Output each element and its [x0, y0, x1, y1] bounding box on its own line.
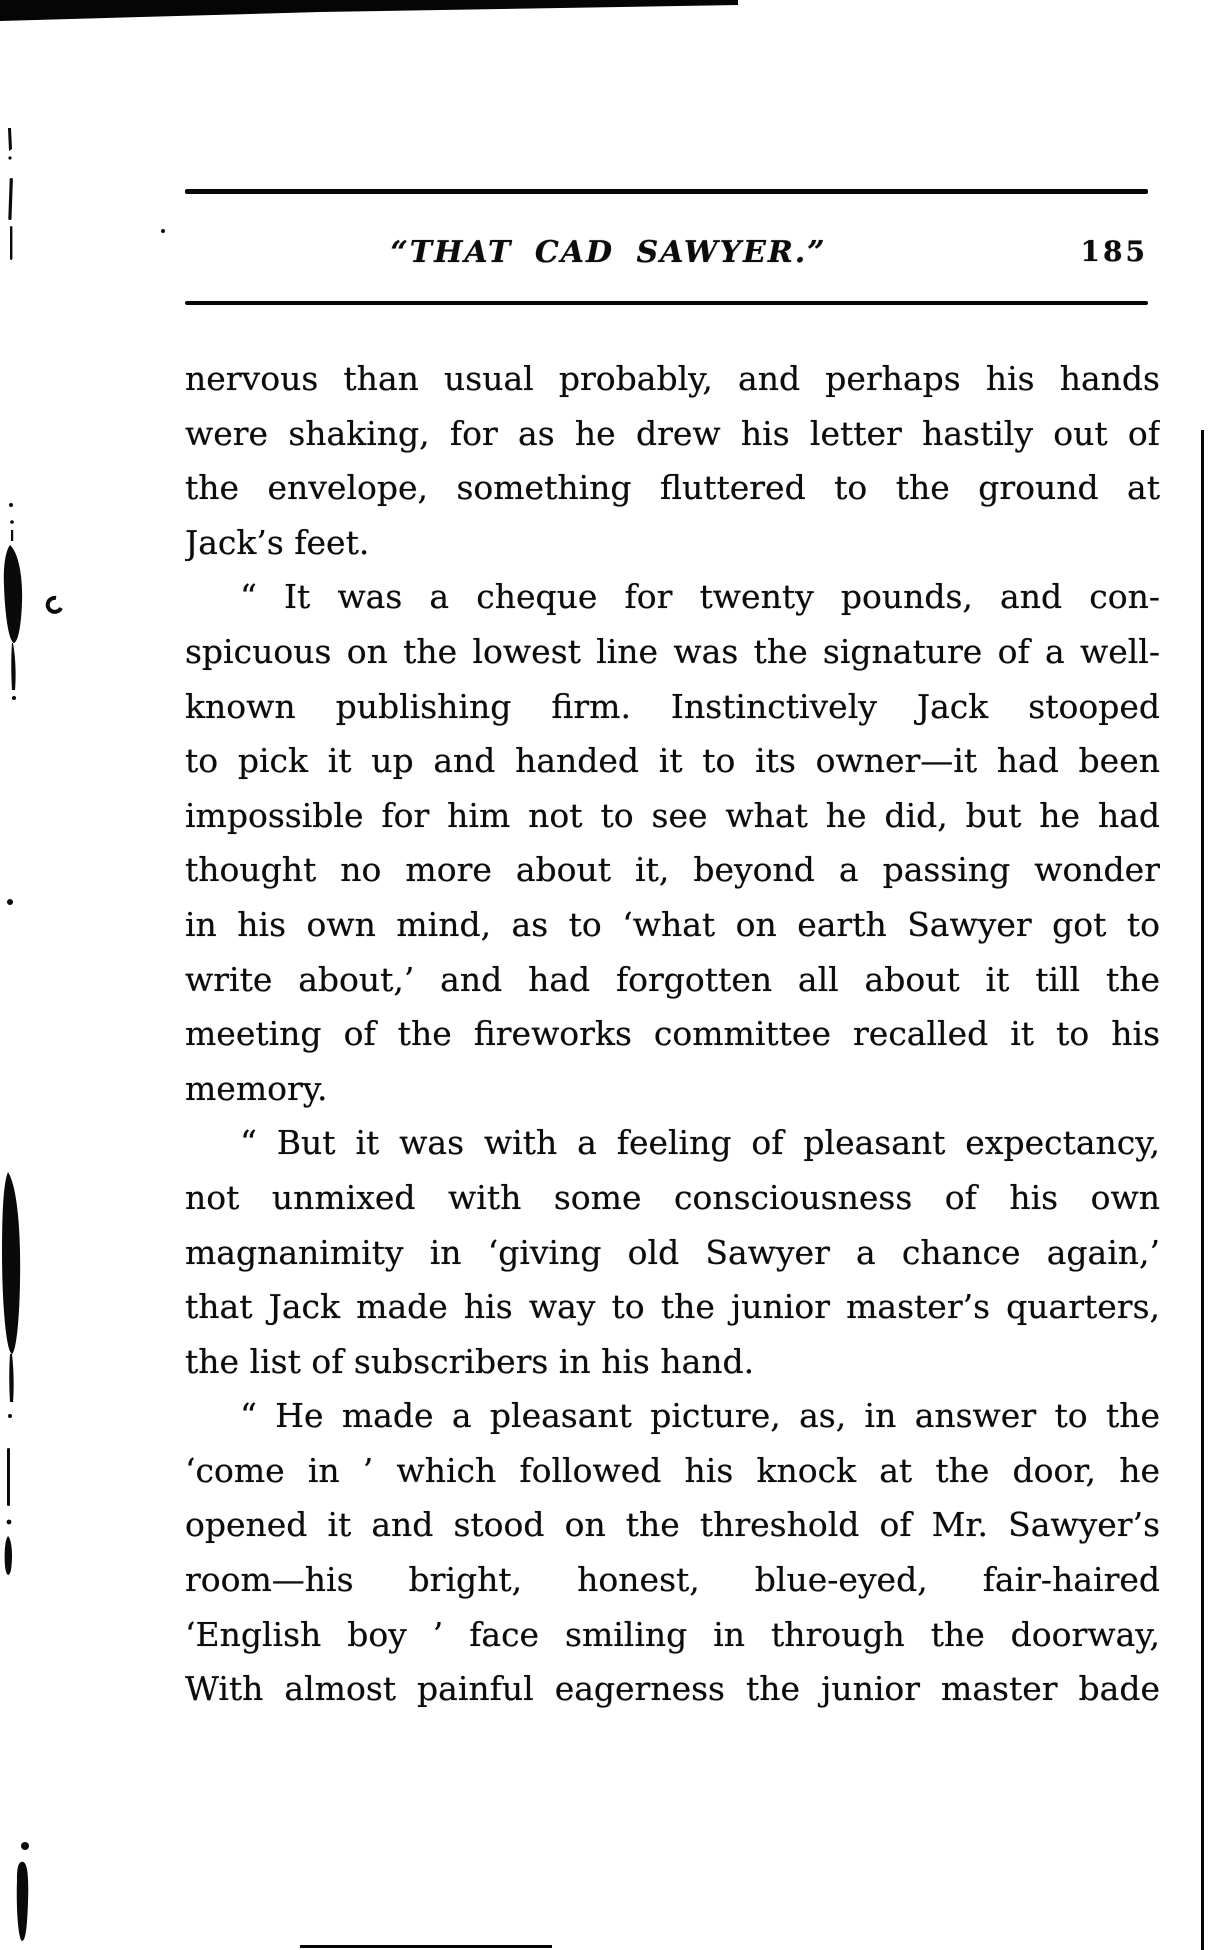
ink-dot-icon	[7, 1520, 12, 1525]
scan-top-edge-shadow	[0, 0, 738, 21]
text-line: to pick it up and handed it to its owner—it had been	[185, 741, 1160, 781]
text-line: in his own mind, as to ‘what on earth Sawyer got to	[185, 904, 1160, 944]
ink-dot-icon	[12, 696, 16, 700]
header-rule-bottom	[185, 301, 1148, 305]
ink-blot-icon	[5, 1536, 12, 1575]
ink-curl-icon	[48, 598, 61, 612]
ink-dot-icon	[8, 1414, 12, 1418]
ink-dot-icon	[8, 156, 11, 159]
text-line: the list of subscribers in his hand.	[185, 1341, 755, 1381]
text-line: ‘come in ’ which followed his knock at the door, he	[185, 1450, 1160, 1490]
body-text	[185, 352, 1160, 1717]
scan-right-edge-line	[1201, 430, 1204, 1950]
ink-stroke-icon	[10, 226, 12, 260]
ink-dot-icon	[21, 1842, 29, 1850]
text-line: impossible for him not to see what he did, but he had	[185, 795, 1160, 835]
header-rule-top	[185, 189, 1148, 194]
ink-stroke-icon	[8, 128, 12, 151]
scan-bottom-edge-line	[300, 1945, 552, 1948]
text-line: “ But it was with a feeling of pleasant expectancy,	[240, 1123, 1160, 1163]
text-line: opened it and stood on the threshold of Mr. Sawyer’s	[185, 1505, 1160, 1545]
running-header	[185, 231, 1148, 273]
text-line: not unmixed with some consciousness of his own	[185, 1177, 1160, 1217]
text-line: were shaking, for as he drew his letter hastily out of	[185, 413, 1160, 453]
text-line: Jack’s feet.	[185, 522, 370, 562]
text-line: nervous than usual probably, and perhaps his hands	[185, 359, 1160, 398]
ink-blot-tail-icon	[11, 643, 15, 690]
text-line: spicuous on the lowest line was the signature of a well-	[185, 631, 1160, 671]
text-line: room—his bright, honest, blue-eyed, fair-haired	[185, 1560, 1160, 1600]
ink-blot-tail-icon	[9, 1354, 13, 1402]
ink-blot-icon	[17, 1862, 29, 1941]
text-line: write about,’ and had forgotten all about it till the	[185, 959, 1160, 999]
ink-dot-icon	[10, 520, 14, 524]
text-line: ‘English boy ’ face smiling in through the doorway,	[185, 1614, 1160, 1654]
ink-blot-icon	[4, 545, 22, 643]
text-line: memory.	[185, 1068, 328, 1108]
text-line: “ He made a pleasant picture, as, in answer to the	[240, 1396, 1160, 1436]
text-line: thought no more about it, beyond a passing wonder	[185, 850, 1160, 890]
ink-stroke-icon	[8, 178, 13, 220]
ink-dot-icon	[7, 899, 13, 905]
text-line: With almost painful eagerness the junior master bade	[185, 1669, 1160, 1709]
ink-stroke-icon	[7, 1448, 10, 1506]
page-number: 185	[1080, 235, 1148, 268]
text-line: the envelope, something fluttered to the ground at	[185, 468, 1160, 508]
ink-blot-icon	[2, 1172, 20, 1354]
text-line: that Jack made his way to the junior master’s quarters,	[185, 1287, 1160, 1327]
text-line: known publishing firm. Instinctively Jack stooped	[185, 686, 1160, 726]
running-header-title: “THAT CAD SAWYER.”	[390, 234, 827, 270]
text-line: magnanimity in ‘giving old Sawyer a chance again,’	[185, 1232, 1160, 1272]
ink-dot-icon	[9, 503, 13, 507]
ink-stroke-icon	[11, 530, 13, 541]
ink-speck-icon	[161, 229, 165, 233]
text-line: meeting of the fireworks committee recalled it to his	[185, 1014, 1160, 1054]
text-line: “ It was a cheque for twenty pounds, and con-	[240, 577, 1160, 617]
